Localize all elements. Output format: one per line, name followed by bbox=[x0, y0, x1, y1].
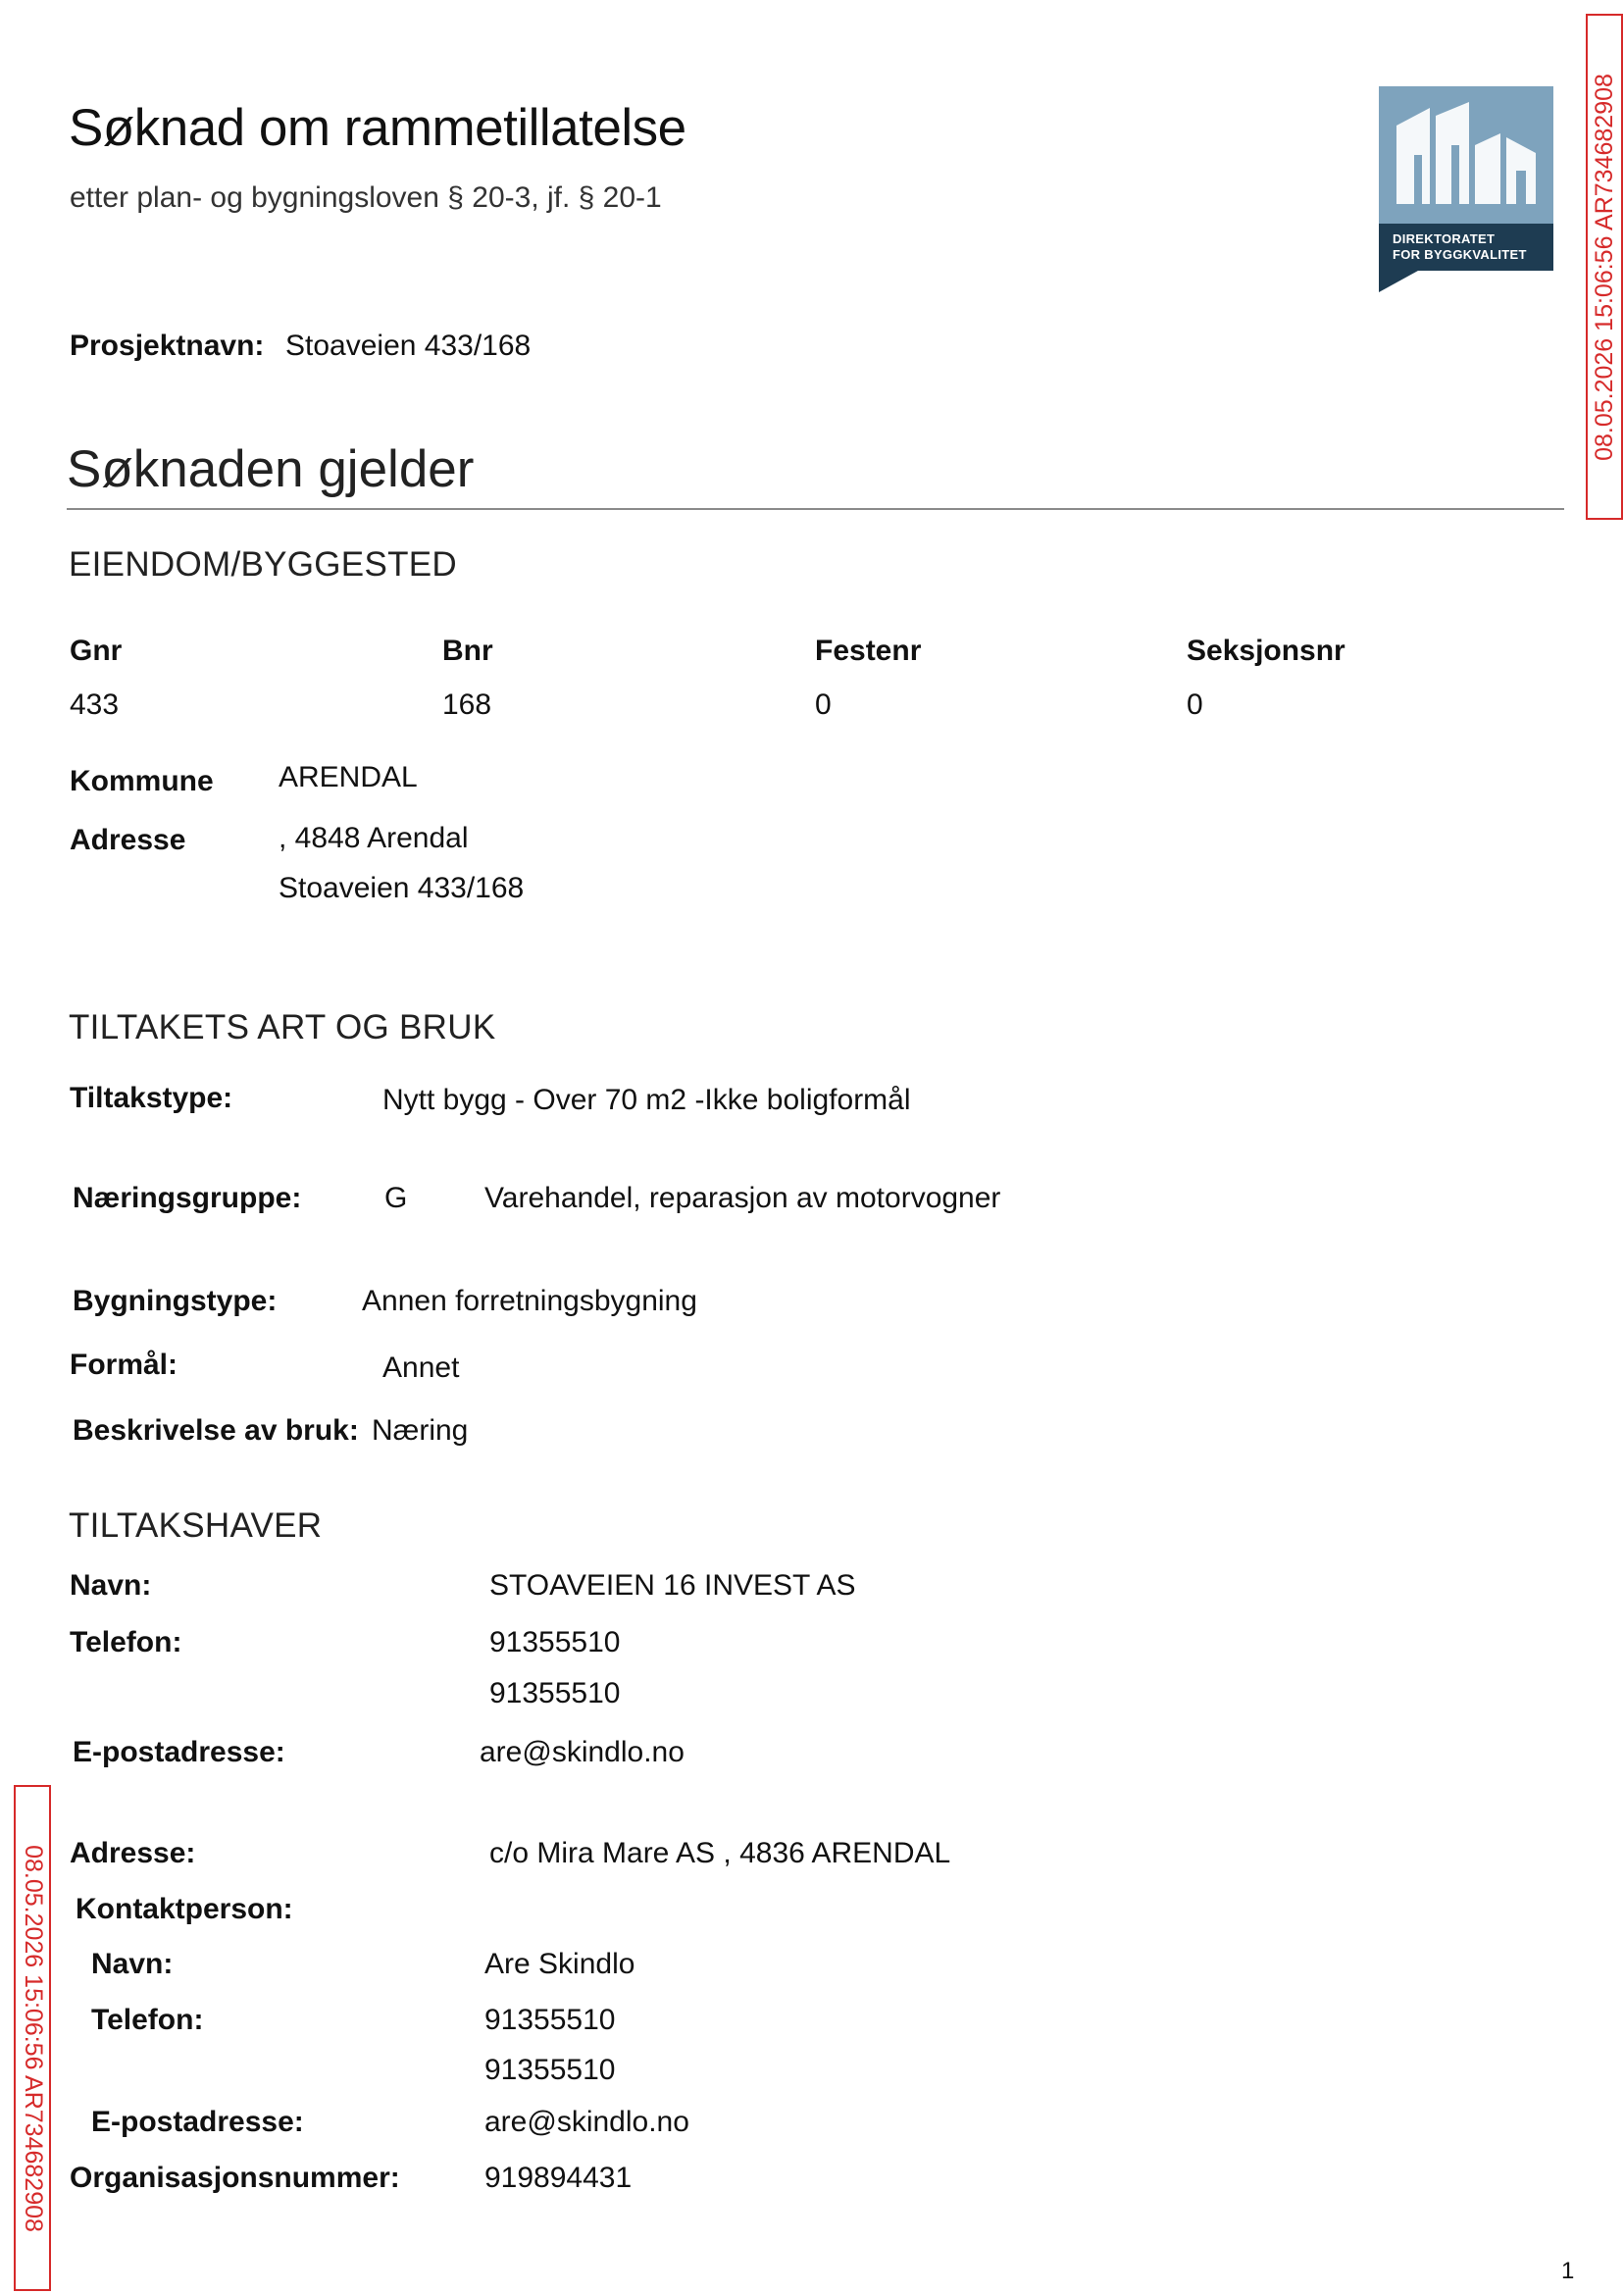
naeringsgruppe-code: G bbox=[384, 1182, 408, 1214]
bygningstype-value: Annen forretningsbygning bbox=[362, 1285, 697, 1317]
timestamp-stamp-left bbox=[14, 1785, 51, 2291]
beskrivelse-value: Næring bbox=[372, 1414, 469, 1447]
kommune-label: Kommune bbox=[70, 765, 214, 797]
timestamp-stamp-top bbox=[1586, 14, 1623, 520]
tiltakstype-value: Nytt bygg - Over 70 m2 -Ikke boligformål bbox=[382, 1084, 911, 1116]
festenr-value: 0 bbox=[815, 688, 832, 721]
dibk-logo bbox=[1379, 86, 1553, 292]
project-label: Prosjektnavn: bbox=[70, 330, 265, 362]
seksjonsnr-label: Seksjonsnr bbox=[1187, 635, 1345, 667]
formal-label: Formål: bbox=[70, 1349, 178, 1381]
kontakt-navn-value: Are Skindlo bbox=[484, 1948, 635, 1980]
bnr-value: 168 bbox=[442, 688, 492, 721]
epost-value: are@skindlo.no bbox=[480, 1736, 685, 1768]
orgnr-value: 919894431 bbox=[484, 2162, 633, 2194]
kontakt-telefon-value-1: 91355510 bbox=[484, 2004, 616, 2036]
kontakt-telefon-label: Telefon: bbox=[91, 2004, 204, 2036]
kommune-value: ARENDAL bbox=[279, 761, 418, 793]
navn-value: STOAVEIEN 16 INVEST AS bbox=[489, 1569, 856, 1602]
th-adresse-value: c/o Mira Mare AS , 4836 ARENDAL bbox=[489, 1837, 951, 1869]
kontakt-navn-label: Navn: bbox=[91, 1948, 174, 1980]
project-value: Stoaveien 433/168 bbox=[285, 330, 532, 362]
building-logo-icon bbox=[1379, 86, 1553, 224]
th-adresse-label: Adresse: bbox=[70, 1837, 196, 1869]
formal-value: Annet bbox=[382, 1351, 460, 1384]
section-divider bbox=[67, 508, 1564, 510]
orgnr-label: Organisasjonsnummer: bbox=[70, 2162, 400, 2194]
logo-text-line1: DIREKTORATET bbox=[1393, 231, 1496, 246]
navn-label: Navn: bbox=[70, 1569, 152, 1602]
telefon-value-2: 91355510 bbox=[489, 1677, 621, 1709]
bnr-label: Bnr bbox=[442, 635, 493, 667]
page-number: 1 bbox=[1561, 2258, 1575, 2284]
tiltakstype-label: Tiltakstype: bbox=[70, 1082, 233, 1114]
document-subtitle: etter plan- og bygningsloven § 20-3, jf. § 20-1 bbox=[70, 181, 662, 214]
adresse-label: Adresse bbox=[70, 824, 186, 856]
telefon-value-1: 91355510 bbox=[489, 1626, 621, 1658]
naeringsgruppe-value: Varehandel, reparasjon av motorvogner bbox=[484, 1182, 1001, 1214]
kontakt-epost-label: E-postadresse: bbox=[91, 2106, 304, 2138]
timestamp-text: 08.05.2026 15:06:56 AR734682908 bbox=[19, 1844, 47, 2232]
beskrivelse-label: Beskrivelse av bruk: bbox=[73, 1414, 359, 1447]
epost-label: E-postadresse: bbox=[73, 1736, 285, 1768]
section-title: Søknaden gjelder bbox=[67, 440, 475, 498]
logo-text-line2: FOR BYGGKVALITET bbox=[1393, 247, 1527, 262]
timestamp-text: 08.05.2026 15:06:56 AR734682908 bbox=[1590, 73, 1618, 461]
kontaktperson-label: Kontaktperson: bbox=[76, 1893, 293, 1925]
eiendom-heading: EIENDOM/BYGGESTED bbox=[69, 545, 457, 584]
telefon-label: Telefon: bbox=[70, 1626, 182, 1658]
tiltak-heading: TILTAKETS ART OG BRUK bbox=[69, 1008, 496, 1046]
festenr-label: Festenr bbox=[815, 635, 922, 667]
document-title: Søknad om rammetillatelse bbox=[69, 99, 686, 157]
kontakt-telefon-value-2: 91355510 bbox=[484, 2054, 616, 2086]
gnr-label: Gnr bbox=[70, 635, 123, 667]
tiltakshaver-heading: TILTAKSHAVER bbox=[69, 1506, 323, 1545]
gnr-value: 433 bbox=[70, 688, 120, 721]
adresse-line2: Stoaveien 433/168 bbox=[279, 872, 525, 904]
bygningstype-label: Bygningstype: bbox=[73, 1285, 278, 1317]
seksjonsnr-value: 0 bbox=[1187, 688, 1203, 721]
naeringsgruppe-label: Næringsgruppe: bbox=[73, 1182, 302, 1214]
adresse-line1: , 4848 Arendal bbox=[279, 822, 469, 854]
logo-tail-shape bbox=[1379, 271, 1418, 292]
kontakt-epost-value: are@skindlo.no bbox=[484, 2106, 689, 2138]
